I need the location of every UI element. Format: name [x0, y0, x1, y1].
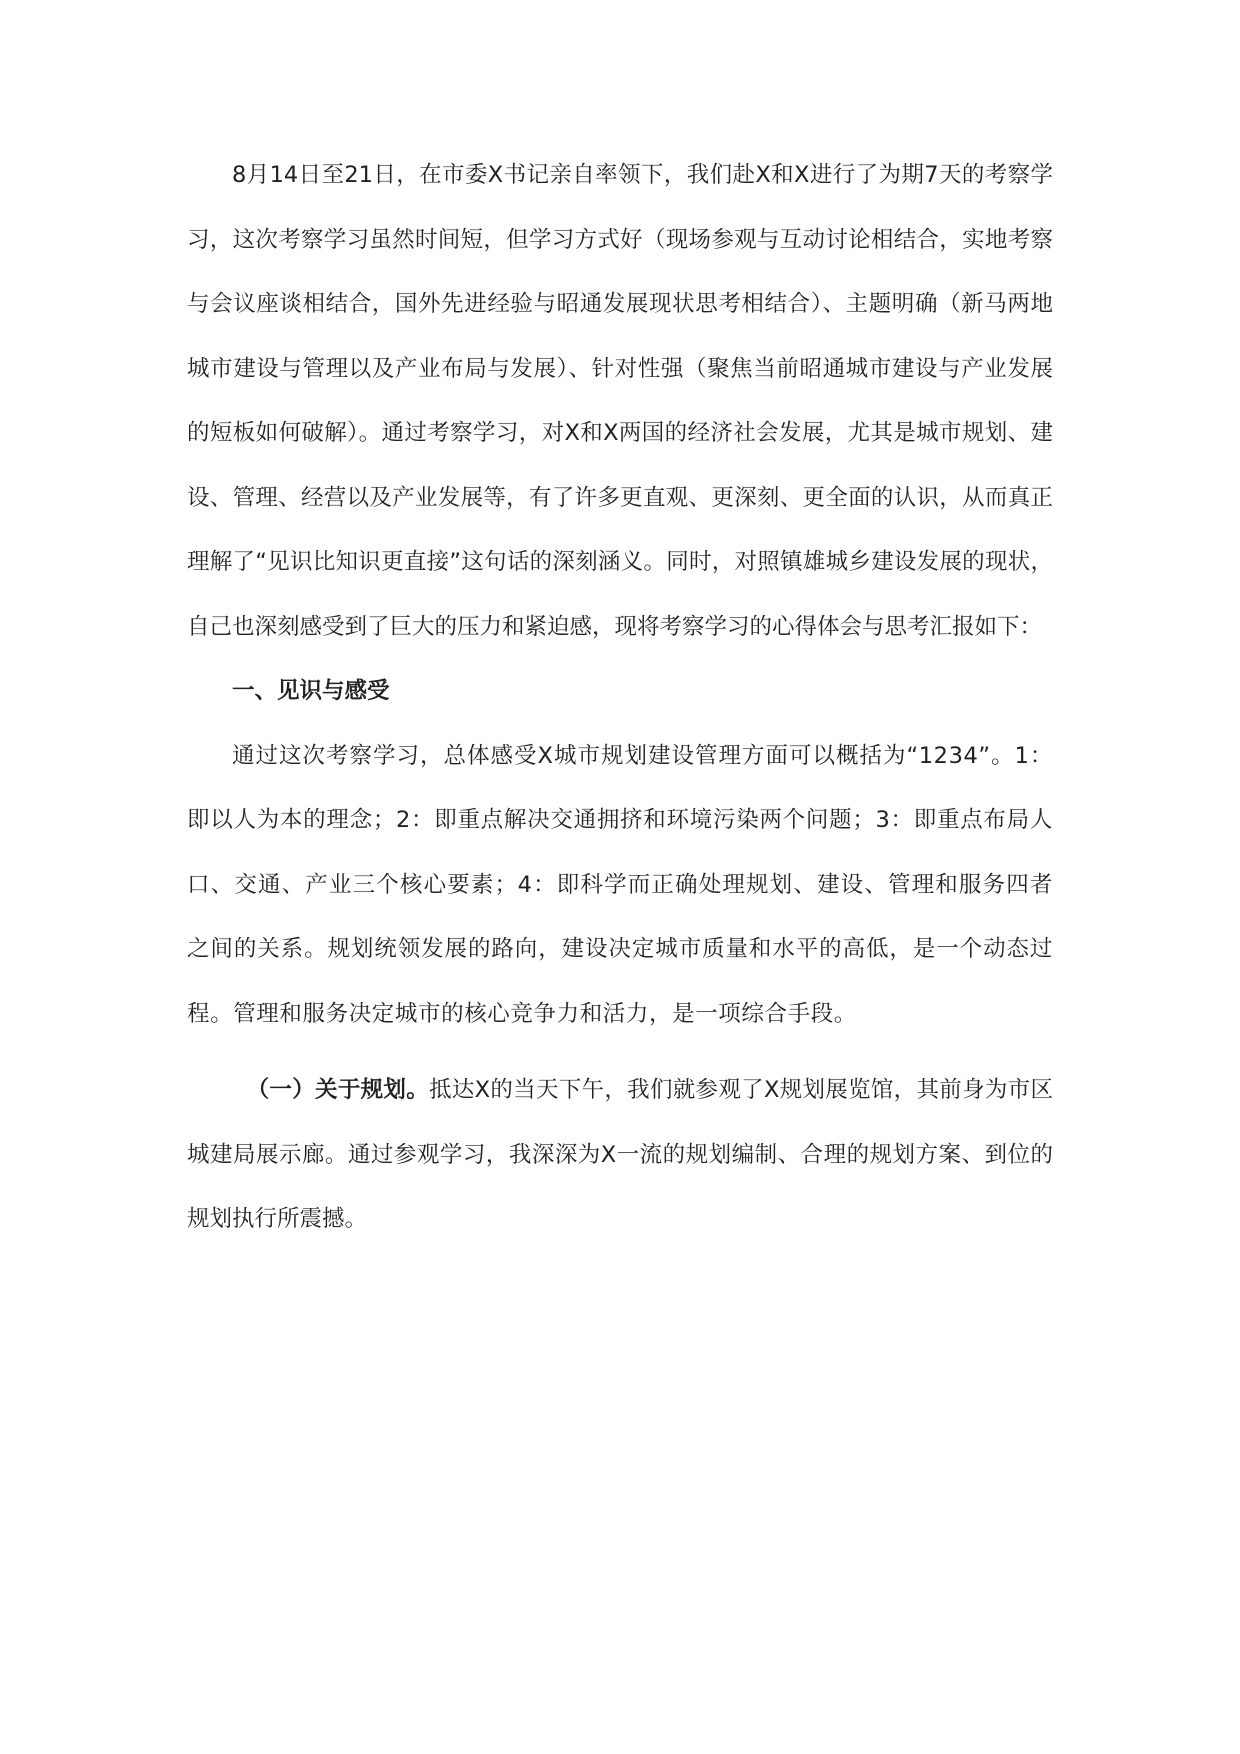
- section-heading: 一、见识与感受: [232, 678, 390, 704]
- paragraph-planning: [187, 1058, 1053, 1252]
- document-body: [187, 143, 1053, 1252]
- paragraph-intro: 8月14日至21日，在市委X书记亲自率领下，我们赴X和X进行了为期7天的考察学习，这次考察学习虽然时间短，但学习方式好（现场参观与互动讨论相结合，实地考察与会议座谈相结合，国外先进经验与昭通发展现状思考相结合）、主题明确（新马两地城市建设与管理以及产业布局与发展）、针对性强（聚焦当前昭通城市建设与产业发展的短板如何破解）。通过考察学习，对X和X两国的经济社会发展，尤其是城市规划、建设、管理、经营以及产业发展等，有了许多更直观、更深刻、更全面的认识，从而真正理解了“见识比知识更直接”这句话的深刻涵义。同时，对照镇雄城乡建设发展的现状，自己也深刻感受到了巨大的压力和紧迫感，现将考察学习的心得体会与思考汇报如下：: [187, 162, 1053, 640]
- paragraph-planning-body: 抵达X的当天下午，我们就参观了X规划展览馆，其前身为市区城建局展示廊。通过参观学习，我深深为X一流的规划编制、合理的规划方案、到位的规划执行所震撼。: [187, 1077, 1053, 1232]
- subsection-lead-in: （一）关于规划。: [246, 1077, 430, 1103]
- paragraph-summary: 通过这次考察学习，总体感受X城市规划建设管理方面可以概括为“1234”。1：即以人为本的理念；2：即重点解决交通拥挤和环境污染两个问题；3：即重点布局人口、交通、产业三个核心要素；4：即科学而正确处理规划、建设、管理和服务四者之间的关系。规划统领发展的路向，建设决定城市质量和水平的高低，是一个动态过程。管理和服务决定城市的核心竞争力和活力，是一项综合手段。: [187, 742, 1053, 1027]
